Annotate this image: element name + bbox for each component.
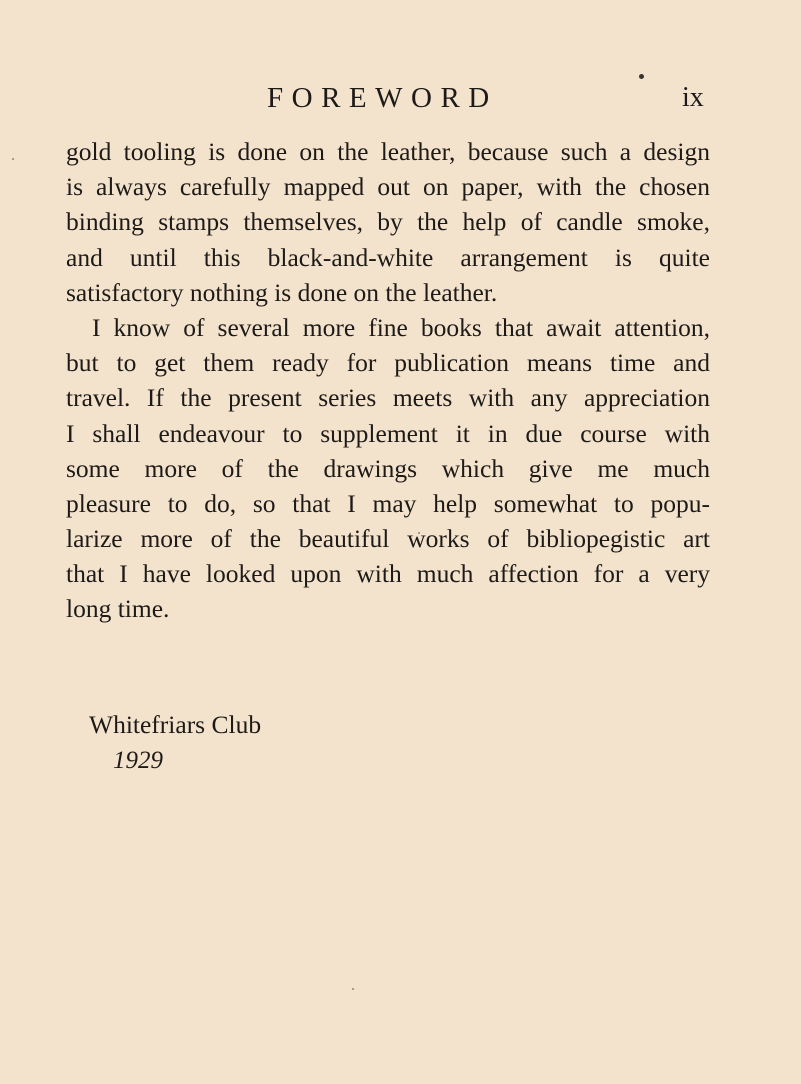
running-title: FOREWORD [267, 82, 498, 114]
text-line: binding stamps themselves, by the help of candle smoke, [66, 207, 710, 237]
text-line: gold tooling is done on the leather, because such a design [66, 137, 710, 166]
text-line: pleasure to do, so that I may help somewhat to popu- [66, 488, 710, 518]
text-line: that I have looked upon with much affection for a very [66, 559, 710, 589]
text-line: larize more of the beautiful works of bibliopegistic art [66, 524, 710, 554]
paper-speck [12, 158, 14, 160]
signature-place: Whitefriars Club [89, 710, 262, 739]
text-line: travel. If the present series meets with any appreciation [66, 383, 710, 413]
text-line: satisfactory nothing is done on the leather. [66, 277, 498, 307]
text-line: I know of several more fine books that await attention, [92, 312, 710, 342]
text-line: long time. [66, 594, 170, 624]
text-line: I shall endeavour to supplement it in due course with [66, 418, 710, 448]
page-number: ix [682, 82, 704, 113]
paper-speck [352, 988, 354, 990]
text-line: but to get them ready for publication means time and [66, 348, 710, 378]
body-text [66, 134, 710, 627]
signature-year: 1929 [113, 747, 163, 774]
text-line: and until this black-and-white arrangement is quite [66, 242, 710, 272]
running-head [0, 78, 801, 118]
signature-block [89, 707, 261, 779]
paragraph [66, 134, 710, 310]
text-line: some more of the drawings which give me much [66, 453, 710, 483]
paragraph [66, 310, 710, 627]
text-line: is always carefully mapped out on paper, with the chosen [66, 172, 710, 202]
